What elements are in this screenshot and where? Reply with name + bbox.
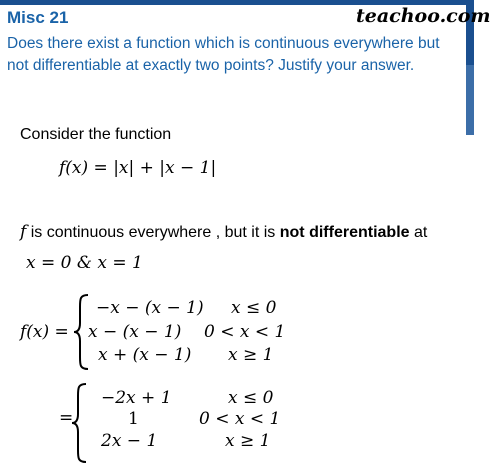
- function-definition: f(x) = |x| + |x − 1|: [59, 158, 217, 178]
- piecewise-2-row-1-cond: x ≤ 0: [228, 388, 274, 408]
- right-accent-bar-lower: [466, 65, 474, 135]
- piecewise-2-row-3-cond: x ≥ 1: [225, 431, 271, 451]
- solution-intro: Consider the function: [20, 126, 172, 143]
- piecewise-2-brace: [70, 382, 88, 464]
- question-line-2: not differentiable at exactly two points? Justify your answer.: [7, 57, 415, 74]
- page-title: Misc 21: [7, 8, 69, 27]
- continuity-end: at: [409, 224, 428, 241]
- continuity-statement: [20, 222, 427, 242]
- nondiff-points: x = 0 & x = 1: [26, 253, 143, 273]
- piecewise-1-row-1-expr: −x − (x − 1): [96, 298, 204, 318]
- question-line-1: Does there exist a function which is continuous everywhere but: [7, 35, 440, 52]
- piecewise-1-row-2-expr: x − (x − 1): [88, 322, 182, 342]
- piecewise-1-row-1-cond: x ≤ 0: [231, 298, 277, 318]
- piecewise-2-row-3-expr: 2x − 1: [101, 431, 158, 451]
- piecewise-2-row-2-cond: 0 < x < 1: [199, 409, 281, 429]
- piecewise-1-row-3-expr: x + (x − 1): [98, 345, 192, 365]
- continuity-mid: is continuous everywhere , but it is: [26, 224, 280, 241]
- piecewise-2-row-2-expr: 1: [128, 409, 139, 429]
- piecewise-2-row-1-expr: −2x + 1: [101, 388, 172, 408]
- piecewise-1-row-2-cond: 0 < x < 1: [204, 322, 286, 342]
- continuity-f: f: [20, 222, 27, 242]
- piecewise-2-lhs: =: [59, 408, 74, 428]
- brand-logo: teachoo.com: [356, 5, 491, 27]
- continuity-bold: not differentiable: [279, 224, 410, 241]
- piecewise-1-row-3-cond: x ≥ 1: [228, 345, 274, 365]
- piecewise-1-lhs: f(x) =: [20, 322, 69, 342]
